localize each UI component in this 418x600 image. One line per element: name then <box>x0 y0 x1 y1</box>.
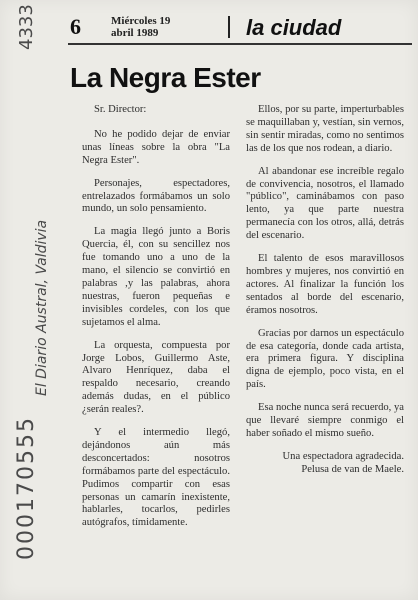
letter-signature: Pelusa de van de Maele. <box>301 463 404 475</box>
article-column-right <box>246 104 404 477</box>
article-column-left <box>82 104 230 540</box>
article-paragraph: Esa noche nunca será recuerdo, ya que llevaré siempre conmigo el haber soñado el mismo sueño. <box>246 402 404 439</box>
article-paragraph: Al abandonar ese increíble regalo de convivencia, nosotros, el llamado "público", caminábamos con paso lento, ya que parte nuestra permanecía con los otros, allá, detrás del escenario. <box>246 165 404 242</box>
article-paragraph: No he podido dejar de enviar unas líneas sobre la obra "La Negra Ester". <box>82 128 230 166</box>
handwritten-source-note: El Diario Austral, Valdivia <box>34 219 50 396</box>
header-rule <box>68 43 412 45</box>
article-paragraph: Personajes, espectadores, entrelazados formábamos un solo mundo, un solo pensamiento. <box>82 177 230 215</box>
date-month-year: abril 1989 <box>111 27 159 39</box>
handwritten-catalog-number: 4333 <box>16 4 37 50</box>
page-number: 6 <box>70 14 81 39</box>
letter-closing: Una espectadora agradecida. <box>282 450 404 462</box>
header-separator <box>228 16 230 38</box>
article-paragraph: Y el intermedio llegó, dejándonos aún más desconcertados: nosotros formábamos parte del espectáculo. Pudimos compartir con esas personas un camarín inexistente, hablarles, tocarlos, pedirles autógrafos, tímidamente. <box>82 427 230 529</box>
article-paragraph: La magia llegó junto a Boris Quercia, él, con su sencillez nos fue tomando uno a uno de la mano, el silencio se convirtió en palabras ,y las palabras, ahora nuestras, fueron pequeñas e invisibles cordeles, con los que sujetamos el alma. <box>82 226 230 328</box>
letter-greeting: Sr. Director: <box>94 104 147 115</box>
section-name: la ciudad <box>246 15 342 40</box>
article-paragraph: El talento de esos maravillosos hombres y mujeres, nos convirtió en actores. Al finalizar la función los sentados al borde del escenario, éramos nosotros. <box>246 253 404 316</box>
article-headline: La Negra Ester <box>70 62 261 93</box>
date-weekday: Miércoles 19 <box>111 15 171 27</box>
handwritten-archive-number: 000170555 <box>14 416 39 560</box>
article-paragraph: La orquesta, compuesta por Jorge Lobos, Guillermo Aste, Alvaro Henríquez, daba el respaldo necesario, creando además dudas, en el público ¿serán reales?. <box>82 339 230 416</box>
article-paragraph: Gracias por darnos un espectáculo de esa categoría, donde cada artista, era primera figura. Y disciplina digna de ejemplo, poco vista, en el país. <box>246 327 404 391</box>
article-paragraph: Ellos, por su parte, imperturbables se maquillaban y, vestían, sin vernos, sin sentir miradas, como no sentimos las de los que nos rodean, a diario. <box>246 104 404 154</box>
issue-date <box>111 15 170 39</box>
